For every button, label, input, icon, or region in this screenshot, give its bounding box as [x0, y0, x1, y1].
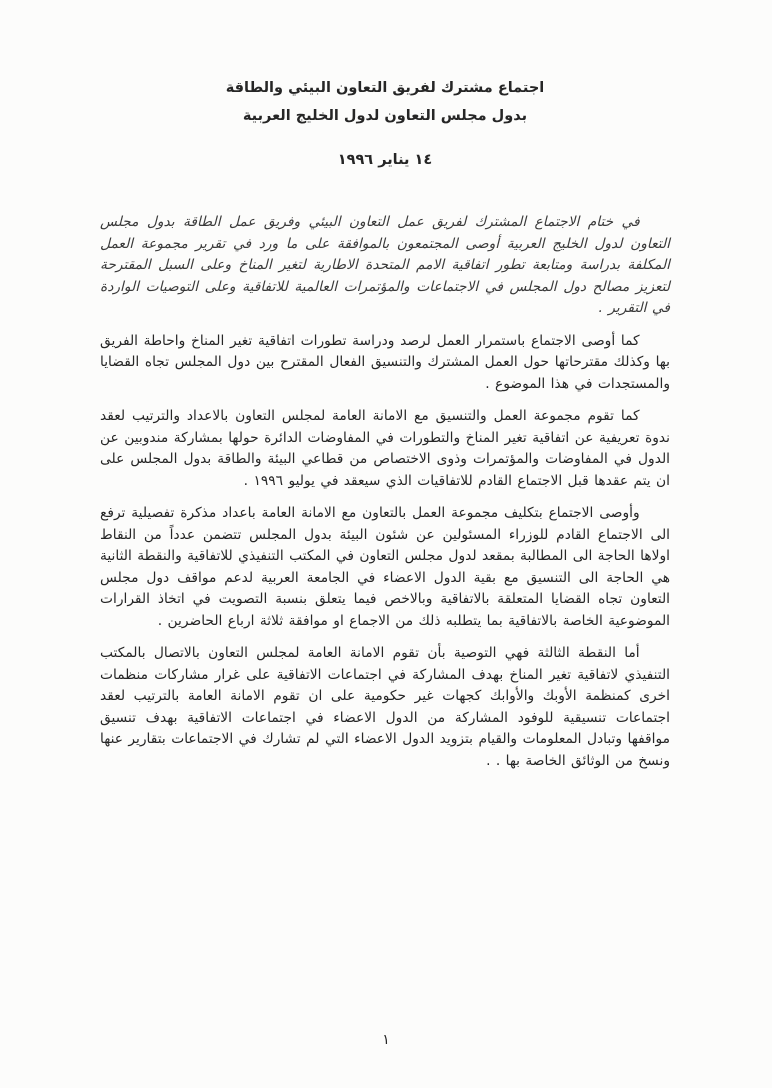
document-title-line2: بدول مجلس التعاون لدول الخليج العربية [242, 108, 528, 124]
page-number: ١ [382, 1032, 390, 1048]
paragraph-1: في ختام الاجتماع المشترك لفريق عمل التعاون البيئي وفريق عمل الطاقة بدول مجلس التعاون لدول الخليج العربية أوصى المجتمعون بالموافقة على ما ورد في تقرير مجموعة العمل المكلفة بدراسة ومتابعة تطور اتفاقية الامم المتحدة الاطارية لتغير المناخ وعلى السبل المقترحة لتعزيز مصالح دول المجلس في الاجتماعات والمؤتمرات العالمية للاتفاقية وعلى التوصيات الواردة في التقرير . [100, 214, 670, 316]
paragraph-2: كما أوصى الاجتماع باستمرار العمل لرصد ودراسة تطورات اتفاقية تغير المناخ واحاطة الفريق بها وكذلك مقترحاتها حول العمل المشترك والتنسيق الفعال المقترح بين دول المجلس تجاه القضايا والمستجدات في هذا الموضوع . [100, 332, 670, 392]
paragraph-5: أما النقطة الثالثة فهي التوصية بأن تقوم الامانة العامة لمجلس التعاون بالاتصال بالمكتب التنفيذي لاتفاقية تغير المناخ بهدف المشاركة في اجتماعات الاتفاقية على غرار مشاركات منظمات اخرى كمنظمة الأوبك والأوابك كجهات غير حكومية على ان تقوم الامانة العامة بالترتيب لعقد اجتماعات تنسيقية للوفود المشاركة من الدول الاعضاء في اجتماعات الاتفاقية بهدف تنسيق مواقفها وتبادل المعلومات والقيام بتزويد الدول الاعضاء التي لم تشارك في الاجتماعات بتقارير عنها ونسخ من الوثائق الخاصة بها . . [100, 645, 670, 769]
paragraph-3: كما تقوم مجموعة العمل والتنسيق مع الامانة العامة لمجلس التعاون بالاعداد والترتيب لعقد ندوة تعريفية عن اتفاقية تغير المناخ والتطورات في المفاوضات الدائرة حولها بمشاركة مندوبين عن الدول في المفاوضات والمؤتمرات وذوى الاختصاص من قطاعي البيئة والطاقة بدول المجلس على ان يتم عقدها قبل الاجتماع القادم للاتفاقيات الذي سيعقد في يوليو ١٩٩٦ . [100, 408, 670, 489]
document-header [100, 74, 670, 130]
document-body [100, 212, 670, 772]
document-date: ١٤ يناير ١٩٩٦ [337, 152, 433, 168]
paragraph-4: وأوصى الاجتماع بتكليف مجموعة العمل بالتعاون مع الامانة العامة باعداد مذكرة تفصيلية ترفع الى الاجتماع القادم للوزراء المسئولين عن شئون البيئة بدول المجلس تتضمن عدداً من النقاط اولاها الحاجة الى المطالبة بمقعد لدول مجلس التعاون في المكتب التنفيذي للاتفاقية والنقطة الثانية هي الحاجة الى التنسيق مع بقية الدول الاعضاء في الجامعة العربية لدعم مواقف دول مجلس التعاون تجاه القضايا المتعلقة بالاتفاقية وبالاخص فيما يتعلق بنسبة التصويت في اتخاذ القرارات الموضوعية الخاصة بالاتفاقية بما يتطلبه ذلك من الاجماع او موافقة ثلاثة ارباع الحاضرين . [100, 505, 670, 629]
document-title-line1: اجتماع مشترك لفريق التعاون البيئي والطاقة [225, 80, 545, 96]
